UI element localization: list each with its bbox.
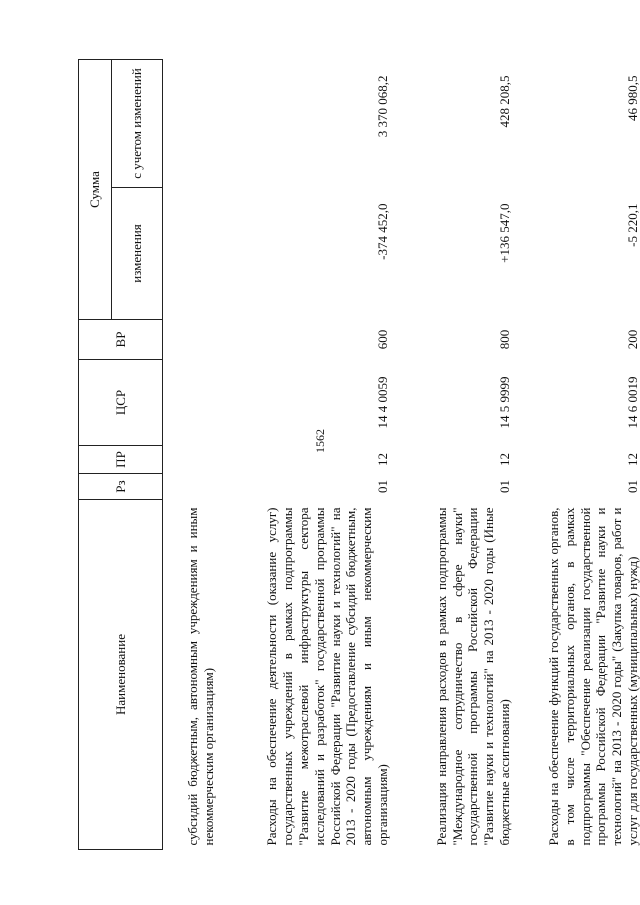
row-total: 428 208,5 bbox=[497, 75, 513, 128]
row-rz bbox=[163, 474, 220, 500]
row-rz: 01 bbox=[625, 480, 640, 493]
row-change bbox=[163, 188, 220, 320]
table-row bbox=[163, 60, 220, 850]
header-changes: изменения bbox=[112, 188, 163, 320]
row-total bbox=[163, 60, 220, 188]
header-rz: Рз bbox=[79, 474, 163, 500]
row-rz: 01 bbox=[375, 480, 391, 493]
row-csr: 14 6 0019 bbox=[625, 376, 640, 429]
row-change: -374 452,0 bbox=[375, 203, 391, 260]
header-name: Наименование bbox=[79, 500, 163, 850]
row-name: Расходы на обеспечение деятельности (оказание услуг) государственных учреждений в рамках подпрограммы "Развитие межотраслевой инфраструктуры сектора исследований и разработок" государственной программы Российской Федерации "Развитие науки и технологий" на 2013 - 2020 годы (Предоставление субсидий бюджетным, автономным учреждениям и иным некоммерческим организациям) bbox=[264, 507, 391, 846]
header-csr: ЦСР bbox=[79, 360, 163, 446]
header-vr: ВР bbox=[79, 320, 163, 360]
row-total: 3 370 068,2 bbox=[375, 75, 391, 138]
header-pr: ПР bbox=[79, 446, 163, 474]
row-rz: 01 bbox=[497, 480, 513, 493]
header-with-changes: с учетом изменений bbox=[112, 60, 163, 188]
row-pr: 12 bbox=[375, 453, 391, 466]
row-csr: 14 5 9999 bbox=[497, 376, 513, 429]
page-number: 1562 bbox=[313, 429, 327, 453]
row-vr: 800 bbox=[497, 329, 513, 350]
row-csr bbox=[163, 360, 220, 446]
row-vr: 200 bbox=[625, 329, 640, 350]
row-pr: 12 bbox=[625, 453, 640, 466]
row-change: +136 547,0 bbox=[497, 203, 513, 263]
row-name: Реализация направления расходов в рамках подпрограммы "Международное сотрудничество в сфере науки" государственной программы Российской Федерации "Развитие науки и технологий" на 2013 - 2020 годы (Иные бюджетные ассигнования) bbox=[433, 507, 513, 846]
row-name: субсидий бюджетным, автономным учреждениям и иным некоммерческим организациям) bbox=[185, 507, 217, 846]
budget-table bbox=[78, 59, 640, 850]
rotated-table-sheet bbox=[78, 60, 640, 850]
row-change: -5 220,1 bbox=[625, 203, 640, 247]
table-row bbox=[515, 60, 640, 850]
row-csr: 14 4 0059 bbox=[375, 376, 391, 429]
table-row bbox=[219, 60, 393, 850]
row-vr: 600 bbox=[375, 329, 391, 350]
header-summa: Сумма bbox=[79, 60, 112, 320]
row-total: 46 980,5 bbox=[625, 75, 640, 121]
row-vr bbox=[163, 320, 220, 360]
table-row bbox=[393, 60, 515, 850]
row-name: Расходы на обеспечение функций государственных органов, в том числе территориальных органов, в рамках подпрограммы "Обеспечение реализации государственной программы Российской Федерации "Развитие науки и технологий" на 2013 - 2020 годы" (Закупка товаров, работ и услуг для государственных (муниципальных) нужд) bbox=[545, 507, 640, 846]
row-pr: 12 bbox=[497, 453, 513, 466]
row-pr bbox=[163, 446, 220, 474]
